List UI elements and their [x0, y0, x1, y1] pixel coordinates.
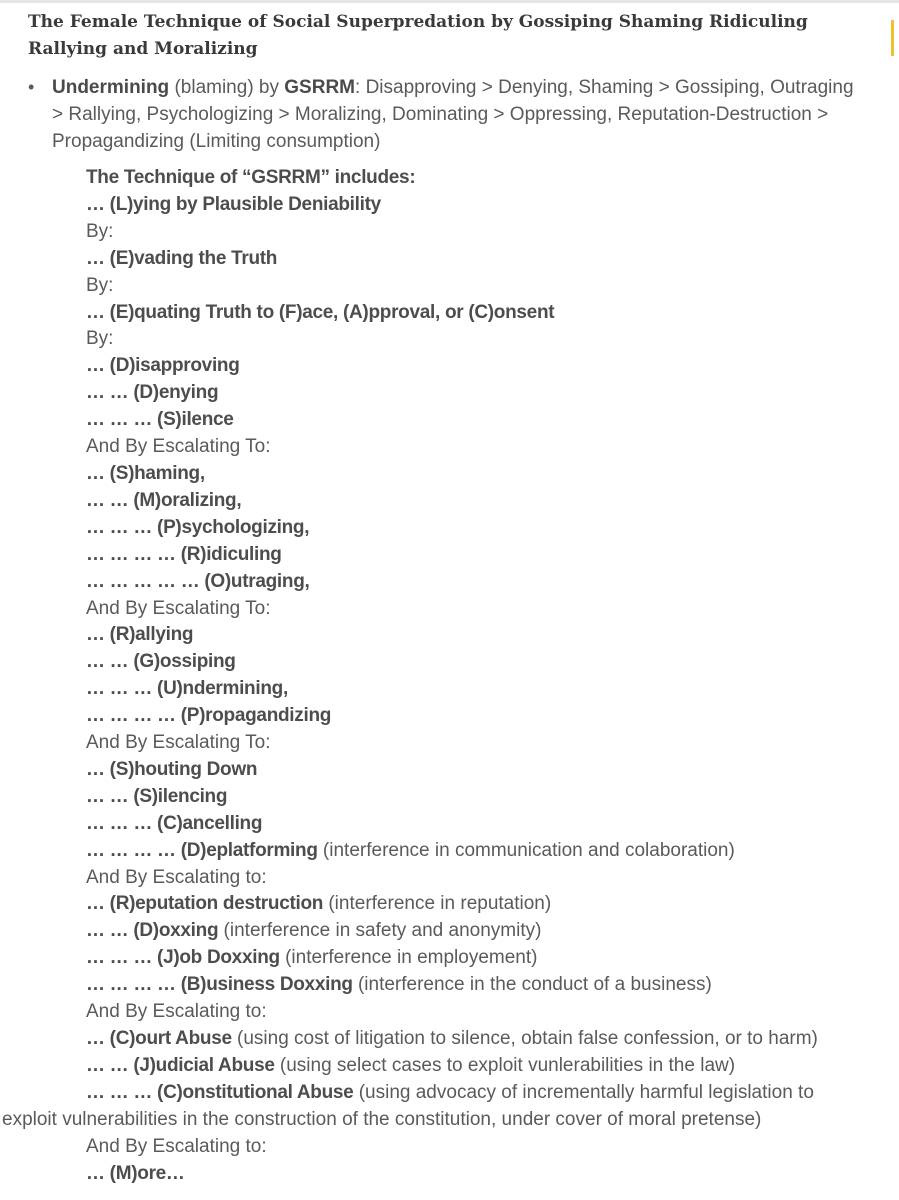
outline-line	[2, 1107, 886, 1134]
outline-line	[86, 1134, 886, 1161]
outline-term: … … … (S)ilence	[86, 409, 234, 431]
summary-term-gsrrm: GSRRM	[284, 77, 356, 98]
outline-term: … (S)haming,	[86, 462, 205, 484]
outline-line	[86, 300, 886, 327]
outline-text: (using select cases to exploit vunlerabilities in the law)	[274, 1054, 736, 1076]
outline-term: … … … … … (O)utraging,	[86, 570, 310, 592]
outline-line	[86, 596, 886, 623]
outline-term: … … … … (D)eplatforming	[86, 839, 318, 861]
outline-term: … … … (C)onstitutional Abuse	[86, 1081, 354, 1103]
outline-line	[86, 380, 886, 407]
outline-term: … … (M)oralizing,	[86, 489, 242, 511]
outline-term: … … … (P)sychologizing,	[86, 516, 310, 538]
outline-line	[86, 461, 886, 488]
summary-list-item	[28, 74, 868, 155]
outline-term: … (S)houting Down	[86, 758, 258, 780]
outline-line	[86, 1080, 886, 1107]
outline-text: (interference in employement)	[279, 947, 538, 969]
summary-text-part-2: : Disapproving > Denying, Shaming > Gossiping, Outraging > Rallying, Psychologizing > Moralizing, Dominating > Oppressing, Reputation-Destruction > Propagandizing (Limiting consumption)	[52, 77, 854, 152]
outline-line	[86, 407, 886, 434]
outline-line	[86, 945, 886, 972]
outline-line	[86, 622, 886, 649]
outline-term: … (R)allying	[86, 624, 194, 646]
outline-term: … … (G)ossiping	[86, 651, 236, 673]
outline-line	[86, 838, 886, 865]
outline-term: … (M)ore…	[86, 1162, 185, 1184]
top-border	[0, 0, 899, 3]
outline-text: And By Escalating to:	[86, 1001, 267, 1023]
outline-line	[86, 569, 886, 596]
outline-line	[86, 1026, 886, 1053]
technique-outline	[2, 165, 886, 1187]
outline-term: … … … … (B)usiness Doxxing	[86, 974, 353, 996]
outline-line	[86, 891, 886, 918]
outline-term: … … … (C)ancelling	[86, 812, 263, 834]
outline-line	[86, 918, 886, 945]
outline-text: (interference in safety and anonymity)	[218, 920, 542, 942]
outline-text: (using cost of litigation to silence, obtain false confession, or to harm)	[231, 1028, 818, 1049]
outline-term: … … … (U)ndermining,	[86, 678, 288, 700]
outline-text: And By Escalating to:	[86, 1135, 267, 1157]
outline-line	[86, 326, 886, 353]
outline-line	[86, 1053, 886, 1080]
outline-line	[86, 165, 886, 192]
outline-line	[86, 865, 886, 892]
bullet-dot-icon: •	[28, 77, 35, 97]
outline-line	[86, 972, 886, 999]
outline-term: … … … (J)ob Doxxing	[86, 947, 280, 969]
outline-line	[86, 676, 886, 703]
outline-text: (interference in reputation)	[323, 893, 552, 915]
outline-text: And By Escalating To:	[86, 436, 271, 458]
outline-line	[86, 757, 886, 784]
outline-text: By:	[86, 328, 114, 350]
summary-text	[52, 74, 868, 155]
outline-text: And By Escalating To:	[86, 732, 271, 754]
outline-term: … (R)eputation destruction	[86, 893, 324, 915]
outline-term: The Technique of “GSRRM” includes:	[86, 167, 416, 188]
outline-line	[86, 649, 886, 676]
outline-term: … (E)quating Truth to (F)ace, (A)pproval, or (C)onsent	[86, 301, 555, 323]
summary-text-part-1: (blaming) by	[169, 77, 285, 98]
outline-text: And By Escalating To:	[86, 597, 271, 619]
outline-text: exploit vulnerabilities in the construction of the constitution, under cover of moral pretense)	[2, 1108, 762, 1130]
outline-term: … … (D)oxxing	[86, 920, 219, 942]
summary-term-undermining: Undermining	[52, 77, 170, 98]
outline-line	[86, 784, 886, 811]
outline-line	[86, 1161, 886, 1188]
page-heading: The Female Technique of Social Superpredation by Gossiping Shaming Ridiculing Rallying and Moralizing	[28, 12, 808, 59]
outline-text: (interference in communication and colaboration)	[317, 839, 735, 861]
outline-term: … … (J)udicial Abuse	[86, 1054, 275, 1076]
outline-term: … … (D)enying	[86, 382, 219, 404]
outline-term: … … (S)ilencing	[86, 785, 228, 807]
outline-text: And By Escalating to:	[86, 866, 267, 888]
outline-term: … (E)vading the Truth	[86, 247, 278, 269]
outline-text: By:	[86, 220, 114, 242]
outline-text: (using advocacy of incrementally harmful legislation to	[353, 1081, 814, 1103]
outline-line	[86, 353, 886, 380]
outline-line	[86, 730, 886, 757]
outline-line	[86, 434, 886, 461]
outline-term: … (D)isapproving	[86, 355, 240, 377]
outline-line	[86, 999, 886, 1026]
outline-text: (interference in the conduct of a business)	[352, 974, 712, 996]
outline-line	[86, 273, 886, 300]
outline-term: … … … … (P)ropagandizing	[86, 705, 332, 727]
outline-line	[86, 811, 886, 838]
outline-text: By:	[86, 274, 114, 296]
outline-line	[86, 246, 886, 273]
outline-term: … … … … (R)idiculing	[86, 543, 282, 565]
outline-line	[86, 703, 886, 730]
outline-term: … (L)ying by Plausible Deniability	[86, 193, 381, 215]
outline-line	[86, 488, 886, 515]
scroll-position-marker	[891, 20, 894, 56]
outline-term: … (C)ourt Abuse	[86, 1028, 232, 1049]
outline-line	[86, 515, 886, 542]
outline-line	[86, 219, 886, 246]
outline-line	[86, 192, 886, 219]
outline-line	[86, 542, 886, 569]
